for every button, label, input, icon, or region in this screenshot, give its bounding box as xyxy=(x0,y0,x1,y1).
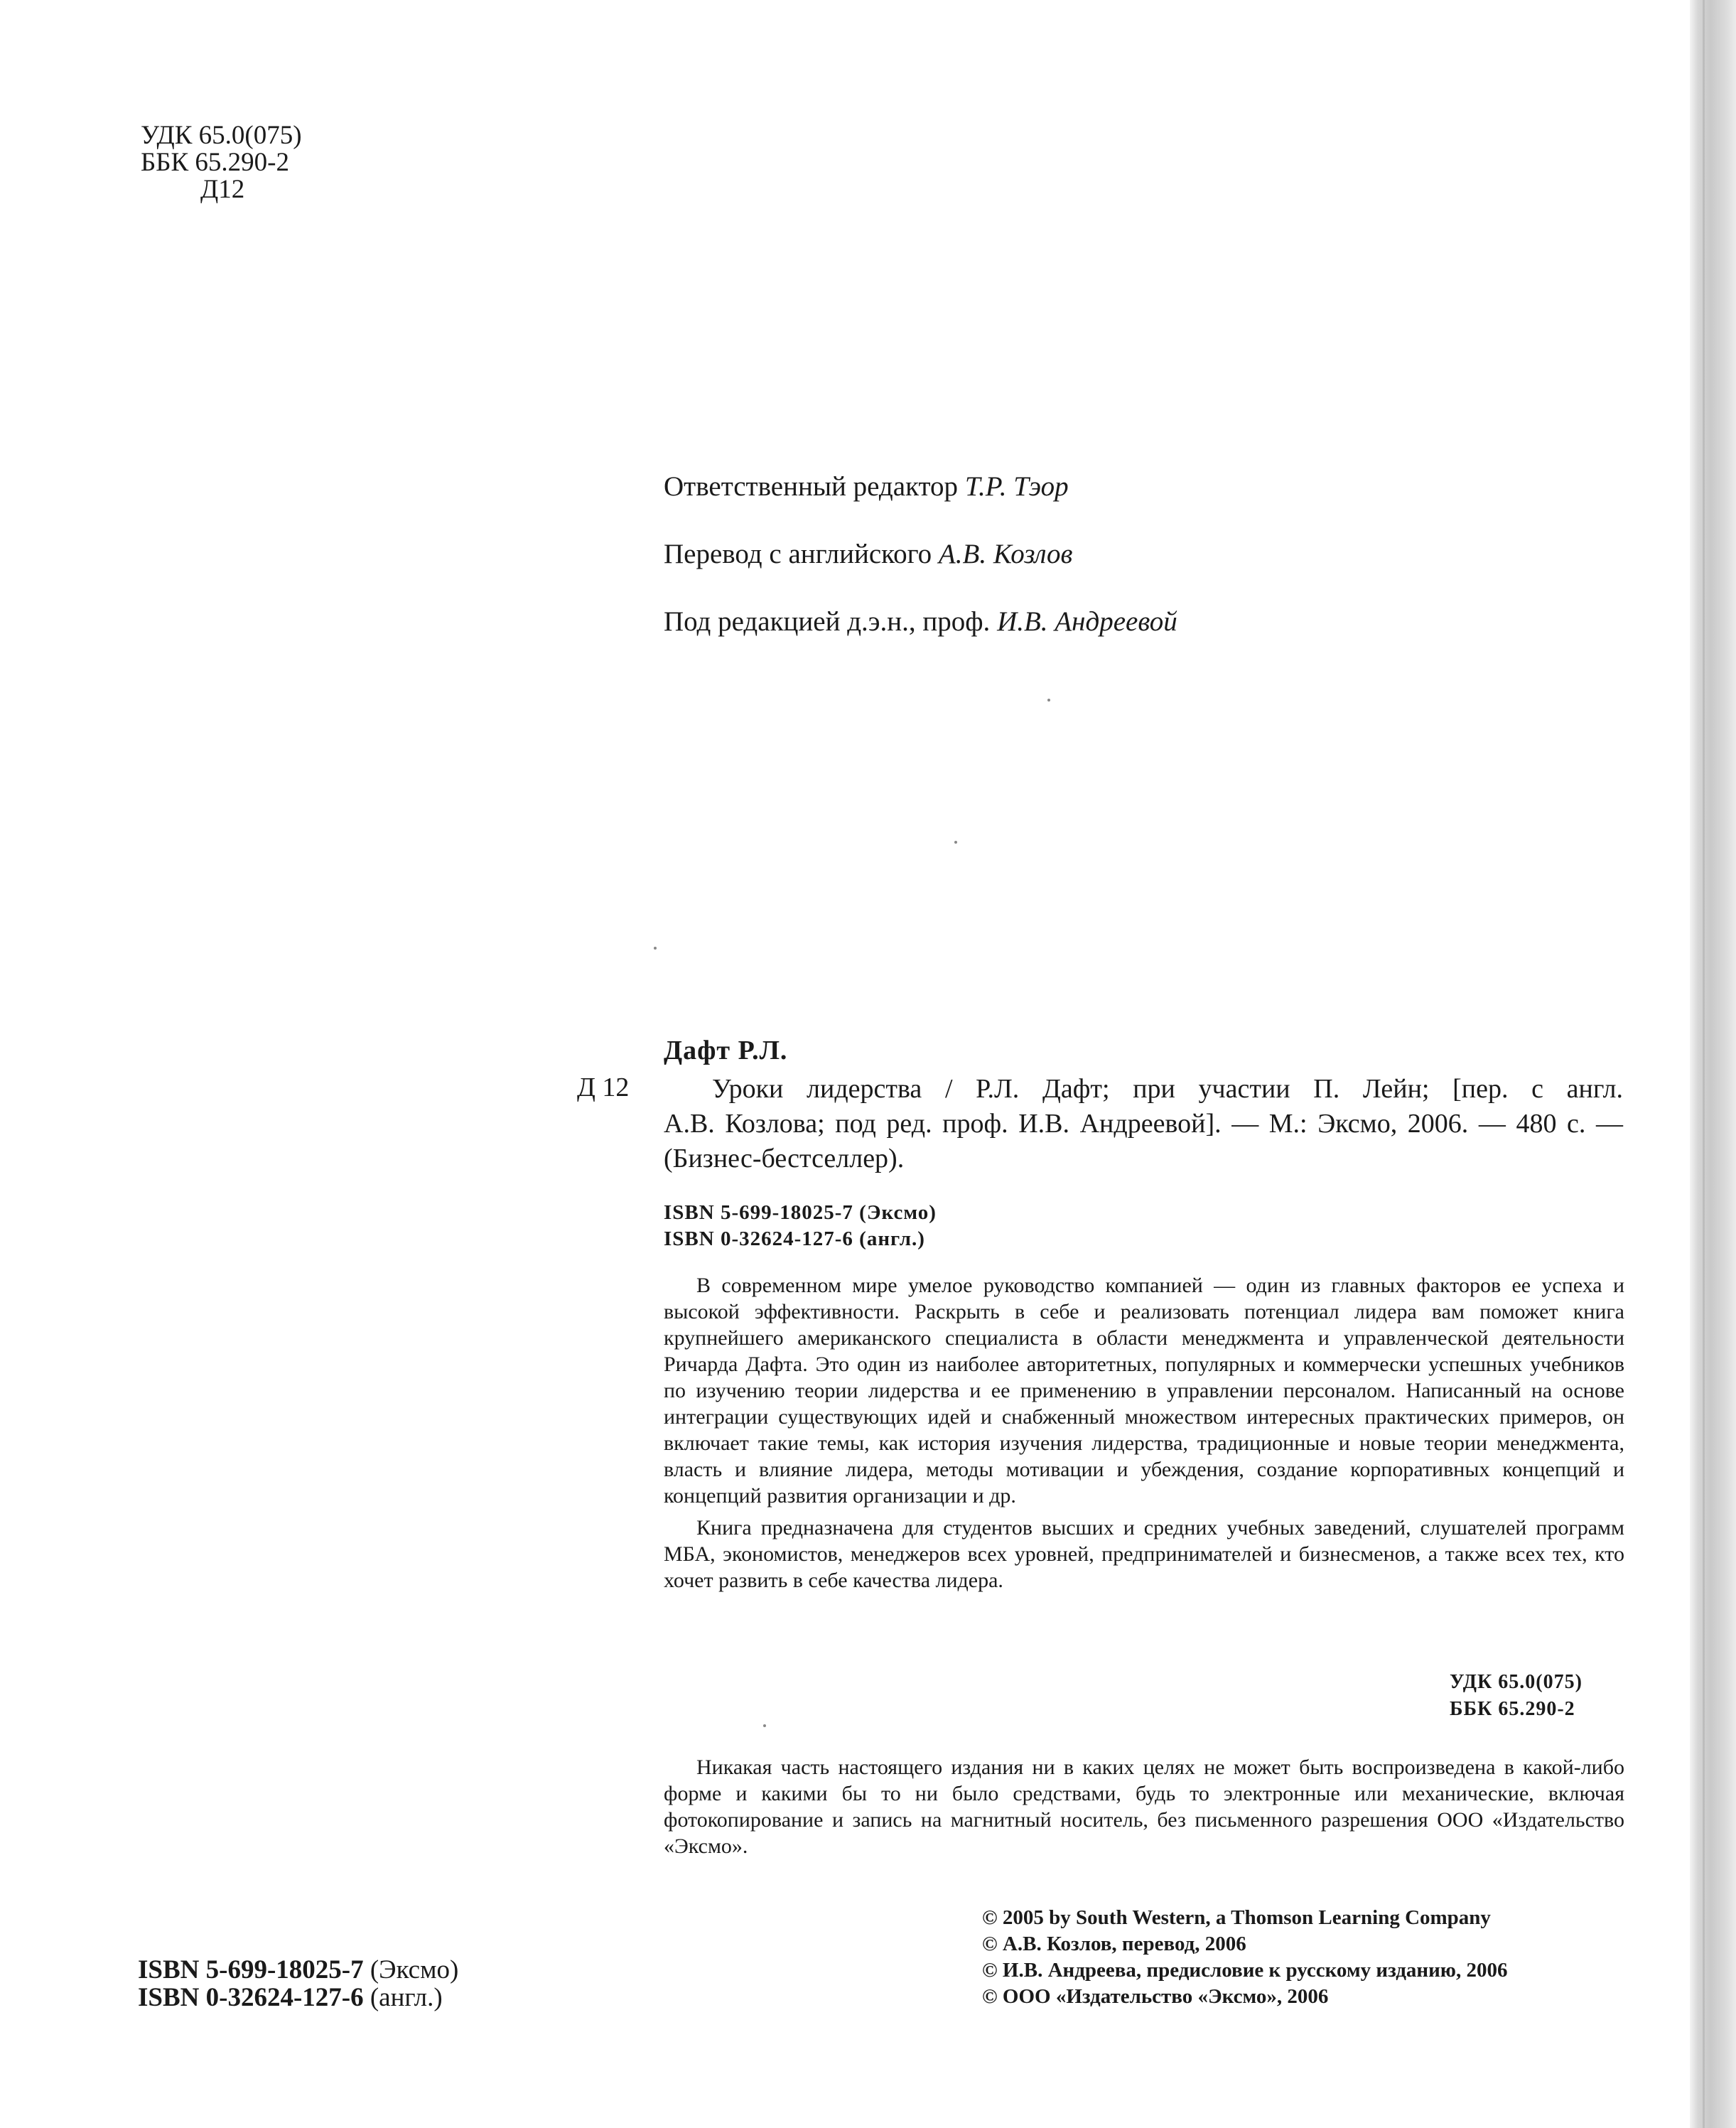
credit-translator xyxy=(664,538,1072,570)
author-code: Д12 xyxy=(200,175,245,204)
copyright-text: ООО «Издательство «Эксмо», 2006 xyxy=(1002,1985,1329,2008)
copyright-line xyxy=(982,1931,1507,1957)
copyright-text: А.В. Козлов, перевод, 2006 xyxy=(1002,1933,1246,1955)
scan-speck xyxy=(763,1724,766,1727)
credit-name: И.В. Андреевой xyxy=(997,606,1177,637)
catalog-description xyxy=(664,1072,1623,1176)
catalog-description-line: Уроки лидерства / Р.Л. Дафт; при участии П. Лейн; [пер. с англ. xyxy=(712,1074,1623,1104)
isbn-line xyxy=(138,1956,458,1984)
classification-codes-right xyxy=(1450,1669,1583,1723)
annotation-paragraph: Книга предназначена для студентов высших и средних учебных заведений, слушателей программ МБА, экономистов, менеджеров всех уровней, предпринимателей и бизнесменов, а также всех тех, кто хочет развить в себе качества лидера. xyxy=(664,1516,1624,1592)
scan-speck xyxy=(954,841,957,844)
copyright-line xyxy=(982,1905,1507,1931)
copyright-icon: © xyxy=(982,1933,998,1955)
bbk-code: ББК 65.290-2 xyxy=(1450,1698,1575,1720)
copyright-list xyxy=(982,1905,1507,2010)
udk-code: УДК 65.0(075) xyxy=(1450,1671,1583,1693)
annotation-paragraph: В современном мире умелое руководство компанией — один из главных факторов ее успеха и высокой эффективности. Раскрыть в себе и реализовать потенциал лидера вам поможет книга крупнейшего американского специалиста в области менеджмента и управленческой деятельности Ричарда Дафта. Это один из наиболее авторитетных, популярных и коммерчески успешных учебников по изучению теории лидерства и ее применению в управлении персоналом. Написанный на основе интеграции существующих идей и снабженный множеством интересных практических примеров, он включает такие темы, как история изучения лидерства, традиционные и новые теории менеджмента, власть и влияние лидера, методы мотивации и убеждения, создание корпоративных концепций и концепций развития организации и др. xyxy=(664,1274,1624,1508)
copyright-icon: © xyxy=(982,1985,998,2008)
bbk-code: ББК 65.290-2 xyxy=(141,148,289,177)
isbn-line: ISBN 5-699-18025-7 (Эксмо) xyxy=(664,1201,937,1224)
isbn-line: ISBN 0-32624-127-6 (англ.) xyxy=(664,1227,925,1250)
credit-role: Под редакцией д.э.н., проф. xyxy=(664,606,991,637)
credit-responsible-editor xyxy=(664,471,1069,503)
credit-name: Т.Р. Тэор xyxy=(964,471,1069,502)
udk-code: УДК 65.0(075) xyxy=(141,121,302,150)
credit-role: Ответственный редактор xyxy=(664,471,959,502)
credit-role: Перевод с английского xyxy=(664,539,932,569)
credit-name: А.В. Козлов xyxy=(938,539,1073,569)
copyright-line xyxy=(982,1984,1507,2010)
copyright-icon: © xyxy=(982,1959,998,1982)
copyright-icon: © xyxy=(982,1906,998,1929)
page-edge-shadow xyxy=(1690,0,1736,2128)
isbn-note: (Эксмо) xyxy=(370,1955,459,1984)
isbn-number: ISBN 5-699-18025-7 xyxy=(138,1955,364,1984)
annotation xyxy=(664,1272,1624,1594)
scan-speck xyxy=(1047,699,1050,702)
isbn-note: (англ.) xyxy=(370,1983,443,2012)
credit-scientific-editor xyxy=(664,606,1177,638)
isbn-bottom-block xyxy=(138,1956,458,2011)
page-edge-line xyxy=(1703,0,1705,2128)
catalog-code: Д 12 xyxy=(577,1073,630,1102)
classification-codes-top xyxy=(141,122,302,203)
isbn-number: ISBN 0-32624-127-6 xyxy=(138,1983,364,2012)
scan-speck xyxy=(654,947,657,950)
catalog-description-line: А.В. Козлова; под ред. проф. И.В. Андреевой]. — М.: Эксмо, 2006. — 480 с. — xyxy=(664,1109,1623,1139)
catalog-description-line: (Бизнес-бестселлер). xyxy=(664,1144,905,1173)
copyright-text: И.В. Андреева, предисловие к русскому изданию, 2006 xyxy=(1002,1959,1508,1982)
copyright-line xyxy=(982,1957,1507,1984)
catalog-author: Дафт Р.Л. xyxy=(664,1036,788,1065)
rights-notice xyxy=(664,1754,1624,1859)
rights-notice-text: Никакая часть настоящего издания ни в каких целях не может быть воспроизведена в какой-либо форме и какими бы то ни было средствами, будь то электронные или механические, включая фотокопирование и запись на магнитный носитель, без письменного разрешения ООО «Издательство «Эксмо». xyxy=(664,1756,1624,1858)
catalog-isbn-block xyxy=(664,1200,937,1252)
isbn-line xyxy=(138,1984,458,2011)
copyright-text: 2005 by South Western, a Thomson Learning Company xyxy=(1002,1906,1491,1929)
